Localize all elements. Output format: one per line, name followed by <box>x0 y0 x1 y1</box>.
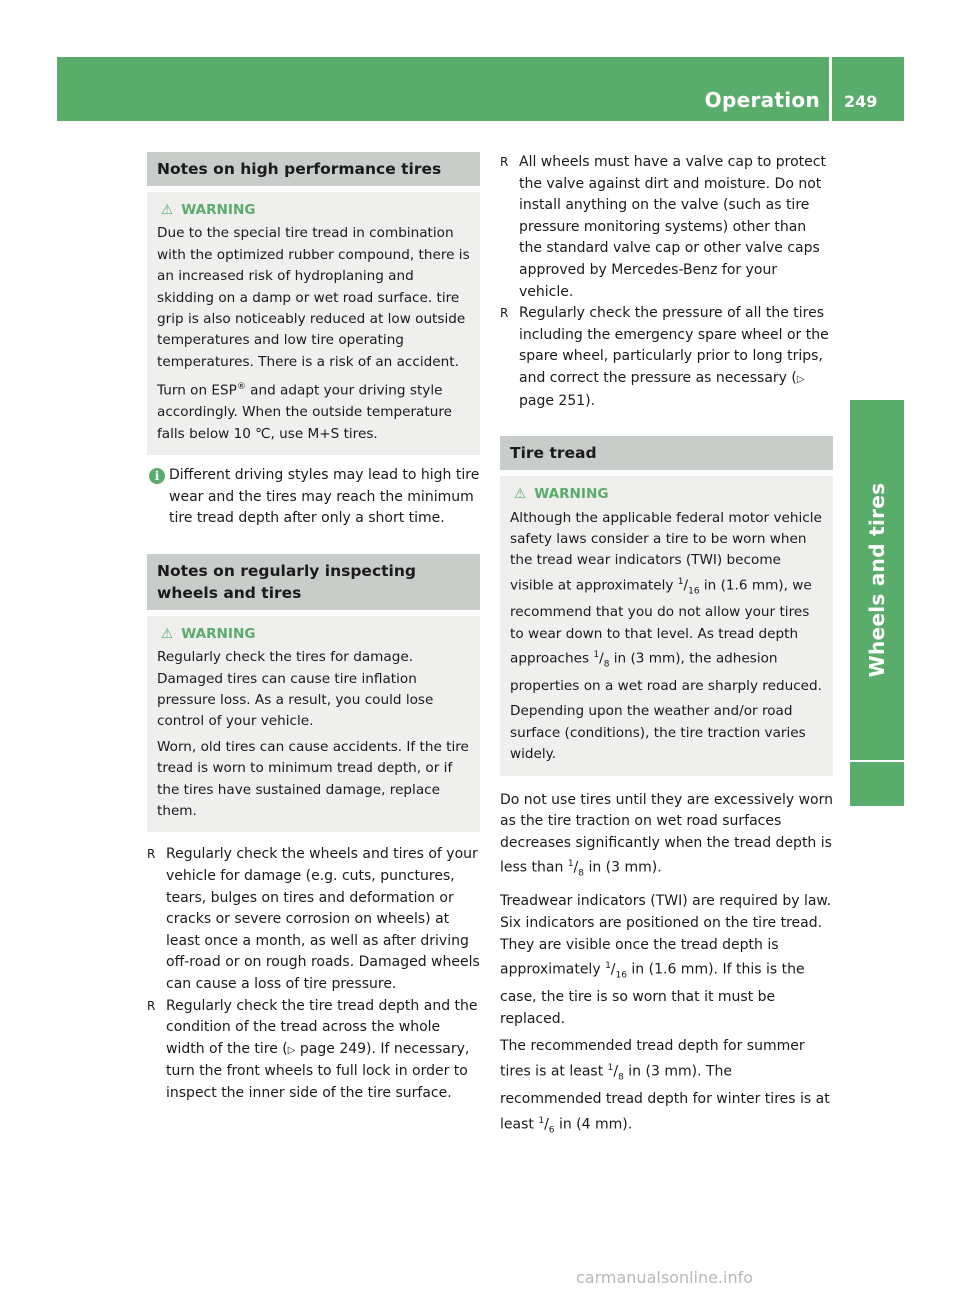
fraction-numerator: 1 <box>567 859 574 870</box>
body-paragraph: The recommended tread depth for summer tires is at least $^1/_8$ in (3 mm). The recommended tread depth for winter tires is at least $^1/_6$ in (4 mm). <box>500 1038 830 1136</box>
body-paragraph: Treadwear indicators (TWI) are required by law. Six indicators are positioned on the tire tread. They are visible once the tread depth is approximately $^1/_{16}$ in (1.6 mm). If this is the case, the tire is so worn that it must be replaced. <box>500 893 832 1027</box>
warning-label: WARNING <box>534 486 609 503</box>
text-run: Although the applicable federal motor vehicle safety laws consider a tire to be worn when the tread wear indicators (TWI) become visible at approximately <box>510 509 822 594</box>
bullet-list <box>500 152 833 412</box>
list-item-text <box>166 996 480 1105</box>
warning-paragraph: Depending upon the weather and/or road surface (conditions), the tire traction varies widely. <box>510 703 806 763</box>
text-run: Turn on ESP <box>157 382 237 399</box>
left-column <box>147 152 480 1105</box>
fraction-numerator: 1 <box>677 576 684 587</box>
warning-label: WARNING <box>181 625 256 642</box>
page-number: 249 <box>844 92 878 111</box>
fraction-denominator: 8 <box>578 868 584 879</box>
text-run: and adapt your driving style accordingly. When the outside temperature falls below 10 ℃, use M+S tires. <box>157 382 452 442</box>
text-run: in (3 mm). The recommended tread depth for winter tires is at least <box>500 1063 830 1133</box>
section-heading-inspecting: Notes on regularly inspecting wheels and tires <box>147 554 480 610</box>
fraction-numerator: 1 <box>607 1062 614 1073</box>
side-tab-block <box>850 762 904 806</box>
list-item <box>147 844 480 995</box>
section-heading-tire-tread: Tire tread <box>500 436 833 470</box>
warning-triangle-icon: ⚠ <box>161 625 174 642</box>
warning-paragraph: Although the applicable federal motor vehicle safety laws consider a tire to be worn when the tread wear indicators (TWI) become visible at approximately $^1/_{16}$ in (1.6 mm), we recommend that you do not allow your tires to wear down to that level. As tread depth approaches $^1/_8$ in (3 mm), the adhesion properties on a wet road are sharply reduced. <box>510 509 822 694</box>
warning-triangle-icon: ⚠ <box>161 202 174 218</box>
fraction-denominator: 6 <box>548 1125 555 1136</box>
text-run: Do not use tires until they are excessively worn as the tire traction on wet road surfaces decreases significantly when the tread depth is less than <box>500 791 833 876</box>
bullet-marker: R <box>500 155 509 169</box>
bullet-marker: R <box>147 847 156 862</box>
info-note <box>147 465 480 530</box>
text-run: in (3 mm). <box>584 859 662 876</box>
warning-paragraph: Regularly check the tires for damage. Damaged tires can cause tire inflation pressure loss. As a result, you could lose control of your vehicle. <box>157 649 434 730</box>
bullet-marker: R <box>500 306 509 321</box>
fraction-denominator: 16 <box>615 970 627 981</box>
fraction-denominator: 8 <box>603 659 610 670</box>
text-run: in (4 mm). <box>554 1116 633 1133</box>
text-run: Regularly check the pressure of all the tires including the emergency spare wheel or the spare wheel, particularly prior to long trips, and correct the pressure as necessary ( <box>519 305 829 386</box>
info-text: Different driving styles may lead to high tire wear and the tires may reach the minimum tire tread depth after only a short time. <box>169 467 480 527</box>
warning-box-tire-tread <box>500 476 833 775</box>
warning-paragraph <box>157 377 470 445</box>
page-reference-arrow-icon: ▷ <box>287 1044 296 1056</box>
watermark: carmanualsonline.info <box>576 1268 754 1287</box>
warning-triangle-icon: ⚠ <box>514 486 527 503</box>
warning-title <box>157 624 470 645</box>
bullet-marker: R <box>147 998 156 1013</box>
warning-title <box>157 200 470 221</box>
text-run: page 249). If necessary, turn the front wheels to full lock in order to inspect the inner side of the tire surface. <box>166 1040 470 1101</box>
fraction-denominator: 16 <box>688 586 700 596</box>
registered-mark: ® <box>236 382 246 393</box>
text-run: The recommended tread depth for summer tires is at least <box>500 1038 805 1080</box>
body-paragraph: Do not use tires until they are excessively worn as the tire traction on wet road surfaces decreases significantly when the tread depth is less than $^1/_8$ in (3 mm). <box>500 791 833 879</box>
text-run: page 251). <box>519 392 596 409</box>
side-tab-label: Wheels and tires <box>865 482 889 678</box>
fraction-numerator: 1 <box>605 961 611 972</box>
text-run: in (3 mm), the adhesion properties on a wet road are sharply reduced. <box>510 650 822 694</box>
text-run: in (1.6 mm), we recommend that you do not allow your tires to wear down to that level. As tread depth approaches <box>510 577 812 667</box>
bullet-list <box>147 844 480 1104</box>
header-title: Operation <box>704 88 820 112</box>
list-item-text <box>519 303 833 412</box>
fraction-numerator: 1 <box>593 650 600 661</box>
list-item <box>500 152 833 303</box>
warning-paragraph: Worn, old tires can cause accidents. If the tire tread is worn to minimum tread depth, or if the tires have sustained damage, replace them. <box>157 738 469 820</box>
section-heading-high-performance: Notes on high performance tires <box>147 152 480 186</box>
header-divider <box>829 57 832 121</box>
fraction-denominator: 8 <box>618 1072 624 1083</box>
info-icon: i <box>149 468 165 484</box>
text-run: Treadwear indicators (TWI) are required by law. Six indicators are positioned on the tire tread. They are visible once the tread depth is approximately <box>500 893 832 978</box>
page-reference-arrow-icon: ▷ <box>796 373 805 385</box>
list-item <box>147 996 480 1105</box>
list-item-text: Regularly check the wheels and tires of your vehicle for damage (e.g. cuts, punctures, tears, bulges on tires and deformation or cracks or severe corrosion on wheels) at least once a month, as well as after driving off-road or on rough roads. Damaged wheels can cause a loss of tire pressure. <box>166 846 480 992</box>
warning-paragraph: Due to the special tire tread in combination with the optimized rubber compound, there is an increased risk of hydroplaning and skidding on a damp or wet road surface. tire grip is also noticeably reduced at low outside temperatures and low tire operating temperatures. There is a risk of an accident. <box>157 225 470 370</box>
warning-title <box>510 484 823 505</box>
warning-box-high-performance <box>147 192 480 455</box>
list-item <box>500 303 833 412</box>
right-column <box>500 152 833 1142</box>
fraction-numerator: 1 <box>538 1115 545 1126</box>
warning-label: WARNING <box>181 202 256 218</box>
text-run: in (1.6 mm). If this is the case, the tire is so worn that it must be replaced. <box>500 961 805 1027</box>
list-item-text: All wheels must have a valve cap to protect the valve against dirt and moisture. Do not install anything on the valve (such as tire pressure monitoring systems) other than the standard valve cap or other valve caps approved by Mercedes-Benz for your vehicle. <box>519 154 826 300</box>
text-run: Regularly check the tire tread depth and the condition of the tread across the whole width of the tire ( <box>166 997 478 1057</box>
warning-box-inspecting <box>147 616 480 833</box>
